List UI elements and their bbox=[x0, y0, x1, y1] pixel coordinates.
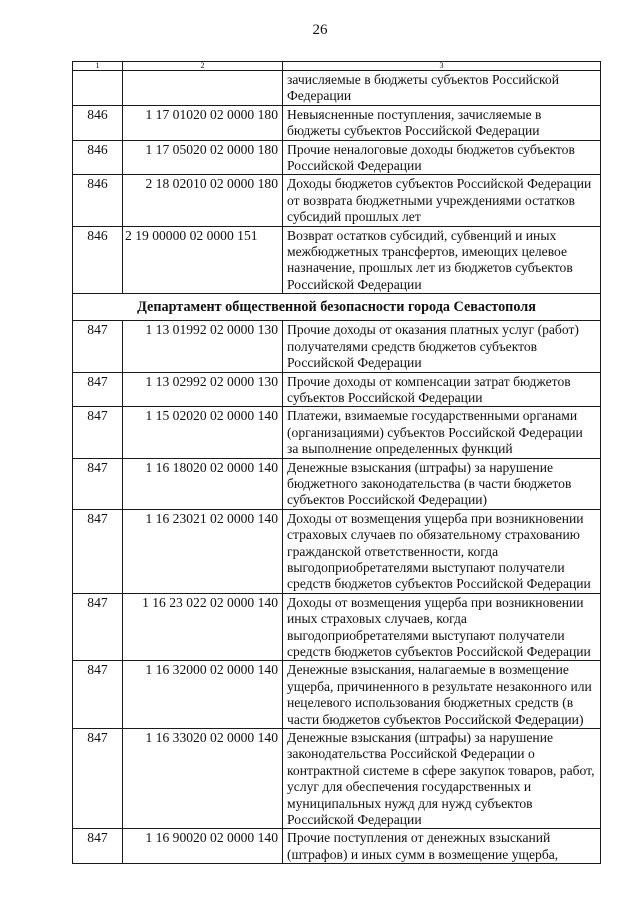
revenue-code: 1 13 02992 02 0000 130 bbox=[123, 372, 283, 407]
revenue-code: 1 16 23 022 02 0000 140 bbox=[123, 593, 283, 661]
revenue-code: 1 15 02020 02 0000 140 bbox=[123, 407, 283, 458]
table-row bbox=[73, 71, 601, 106]
admin-code: 846 bbox=[73, 175, 123, 226]
table-row bbox=[73, 729, 601, 829]
revenue-description: Невыясненные поступления, зачисляемые в бюджеты субъектов Российской Федерации bbox=[283, 105, 601, 140]
table-row bbox=[73, 140, 601, 175]
admin-code: 846 bbox=[73, 226, 123, 294]
admin-code: 846 bbox=[73, 105, 123, 140]
table-row bbox=[73, 321, 601, 372]
revenue-code: 2 18 02010 02 0000 180 bbox=[123, 175, 283, 226]
revenue-description: Денежные взыскания, налагаемые в возмещение ущерба, причиненного в результате незаконного или нецелевого использования бюджетных средств (в части бюджетов субъектов Российской Федерации) bbox=[283, 661, 601, 729]
table-row bbox=[73, 509, 601, 593]
revenue-code: 1 16 90020 02 0000 140 bbox=[123, 829, 283, 864]
admin-code: 847 bbox=[73, 829, 123, 864]
page-number: 26 bbox=[312, 22, 328, 38]
revenue-description: Прочие доходы от оказания платных услуг (работ) получателями средств бюджетов субъектов Российской Федерации bbox=[283, 321, 601, 372]
header-col-3: 3 bbox=[283, 62, 601, 71]
section-title: Департамент общественной безопасности города Севастополя bbox=[73, 294, 601, 321]
table-row bbox=[73, 226, 601, 294]
table-row bbox=[73, 175, 601, 226]
header-col-2: 2 bbox=[123, 62, 283, 71]
admin-code bbox=[73, 71, 123, 106]
revenue-code: 1 13 01992 02 0000 130 bbox=[123, 321, 283, 372]
revenue-code: 1 17 05020 02 0000 180 bbox=[123, 140, 283, 175]
admin-code: 847 bbox=[73, 593, 123, 661]
revenue-code: 1 16 18020 02 0000 140 bbox=[123, 458, 283, 509]
admin-code: 847 bbox=[73, 729, 123, 829]
revenue-description: Прочие поступления от денежных взысканий (штрафов) и иных сумм в возмещение ущерба, bbox=[283, 829, 601, 864]
table-row bbox=[73, 407, 601, 458]
admin-code: 847 bbox=[73, 321, 123, 372]
header-col-1: 1 bbox=[73, 62, 123, 71]
revenue-description: Денежные взыскания (штрафы) за нарушение бюджетного законодательства (в части бюджетов субъектов Российской Федерации) bbox=[283, 458, 601, 509]
revenue-description: зачисляемые в бюджеты субъектов Российской Федерации bbox=[283, 71, 601, 106]
revenue-code: 1 16 32000 02 0000 140 bbox=[123, 661, 283, 729]
revenue-description: Доходы бюджетов субъектов Российской Федерации от возврата бюджетными учреждениями остатков субсидий прошлых лет bbox=[283, 175, 601, 226]
admin-code: 847 bbox=[73, 372, 123, 407]
table-row bbox=[73, 372, 601, 407]
table-row bbox=[73, 105, 601, 140]
revenue-description: Денежные взыскания (штрафы) за нарушение законодательства Российской Федерации о контрактной системе в сфере закупок товаров, работ, услуг для обеспечения государственных и муниципальных нужд для нужд субъектов Российской Федерации bbox=[283, 729, 601, 829]
section-header-row bbox=[73, 294, 601, 321]
table-row bbox=[73, 661, 601, 729]
admin-code: 847 bbox=[73, 509, 123, 593]
revenue-code: 1 16 33020 02 0000 140 bbox=[123, 729, 283, 829]
table-row bbox=[73, 593, 601, 661]
admin-code: 847 bbox=[73, 661, 123, 729]
admin-code: 847 bbox=[73, 407, 123, 458]
revenue-codes-table bbox=[72, 61, 601, 864]
admin-code: 847 bbox=[73, 458, 123, 509]
table-row bbox=[73, 458, 601, 509]
column-number-header bbox=[73, 62, 601, 71]
table-row bbox=[73, 829, 601, 864]
revenue-description: Доходы от возмещения ущерба при возникновении иных страховых случаев, когда выгодоприобретателями выступают получатели средств бюджетов субъектов Российской Федерации bbox=[283, 593, 601, 661]
revenue-code: 1 17 01020 02 0000 180 bbox=[123, 105, 283, 140]
revenue-description: Возврат остатков субсидий, субвенций и иных межбюджетных трансфертов, имеющих целевое назначение, прошлых лет из бюджетов субъектов Российской Федерации bbox=[283, 226, 601, 294]
revenue-description: Доходы от возмещения ущерба при возникновении страховых случаев по обязательному страхованию гражданской ответственности, когда выгодоприобретателями выступают получатели средств бюджетов субъектов Российской Федерации bbox=[283, 509, 601, 593]
revenue-description: Прочие доходы от компенсации затрат бюджетов субъектов Российской Федерации bbox=[283, 372, 601, 407]
revenue-code: 1 16 23021 02 0000 140 bbox=[123, 509, 283, 593]
revenue-code: 2 19 00000 02 0000 151 bbox=[123, 226, 283, 294]
revenue-description: Прочие неналоговые доходы бюджетов субъектов Российской Федерации bbox=[283, 140, 601, 175]
revenue-description: Платежи, взимаемые государственными органами (организациями) субъектов Российской Федерации за выполнение определенных функций bbox=[283, 407, 601, 458]
admin-code: 846 bbox=[73, 140, 123, 175]
revenue-code bbox=[123, 71, 283, 106]
